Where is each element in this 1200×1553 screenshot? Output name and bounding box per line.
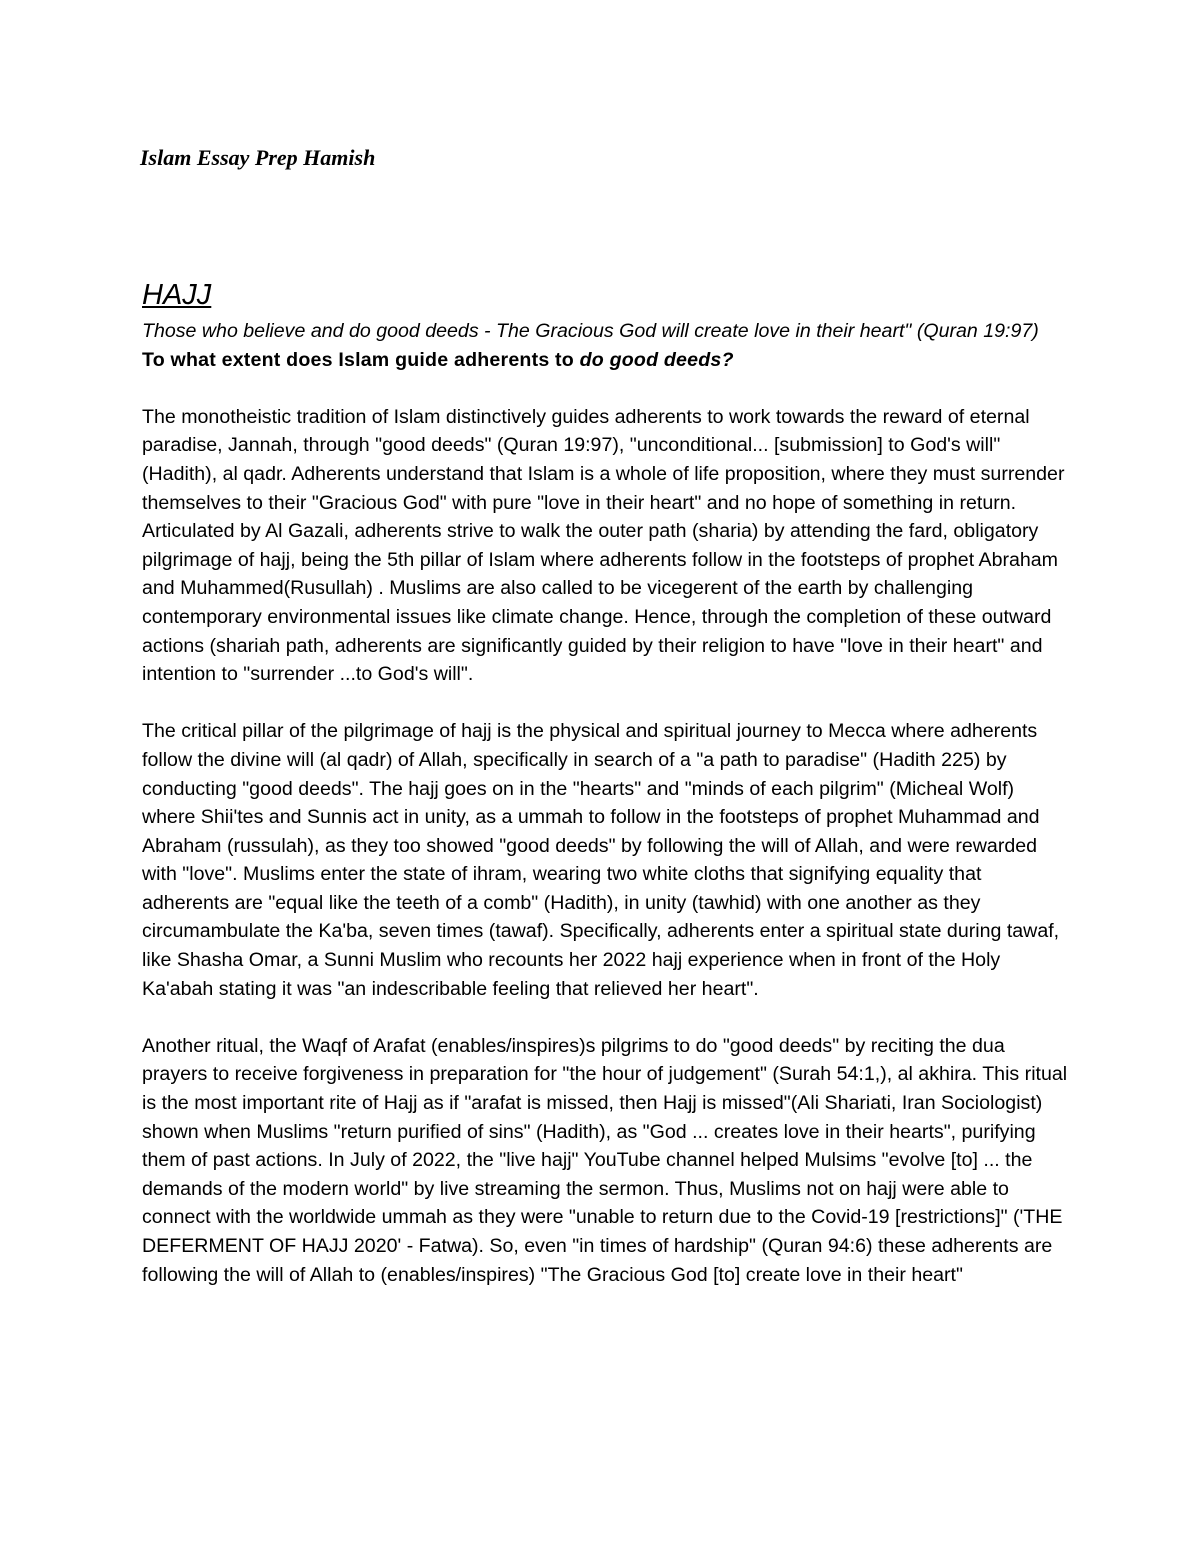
paragraph-introduction: The monotheistic tradition of Islam distinctively guides adherents to work towards the reward of eternal paradise, Jannah, through "good deeds" (Quran 19:97), "unconditional... [submission] to God's will" (Hadith), al qadr. Adherents understand that Islam is a whole of life proposition, where they must surrender themselves to their "Gracious God" with pure "love in their heart" and no hope of something in return. Articulated by Al Gazali, adherents strive to walk the outer path (sharia) by attending the fard, obligatory pilgrimage of hajj, being the 5th pillar of Islam where adherents follow in the footsteps of prophet Abraham and Muhammed(Rusullah) . Muslims are also called to be vicegerent of the earth by challenging contemporary environmental issues like climate change. Hence, through the completion of these outward actions (shariah path, adherents are significantly guided by their religion to have "love in their heart" and intention to "surrender ...to God's will". [142, 405, 1065, 686]
essay-question-prefix: To what extent does Islam guide adherents to [142, 348, 580, 371]
document-title: Islam Essay Prep Hamish [140, 145, 376, 170]
document-body [142, 275, 1072, 1289]
section-heading: HAJJ [142, 279, 212, 311]
essay-question-emphasis: do good deeds? [579, 348, 734, 371]
essay-question [142, 346, 1072, 375]
paragraph-arafat: Another ritual, the Waqf of Arafat (enables/inspires)s pilgrims to do "good deeds" by reciting the dua prayers to receive forgiveness in preparation for "the hour of judgement" (Surah 54:1,), al akhira. This ritual is the most important rite of Hajj as if "arafat is missed, then Hajj is missed"(Ali Shariati, Iran Sociologist) shown when Muslims "return purified of sins" (Hadith), as "God ... creates love in their hearts", purifying them of past actions. In July of 2022, the "live hajj" YouTube channel helped Mulsims "evolve [to] ... the demands of the modern world" by live streaming the sermon. Thus, Muslims not on hajj were able to connect with the worldwide ummah as they were "unable to return due to the Covid-19 [restrictions]" ('THE DEFERMENT OF HAJJ 2020' - Fatwa). So, even "in times of hardship" (Quran 94:6) these adherents are following the will of Allah to (enables/inspires) "The Gracious God [to] create love in their heart" [142, 1034, 1068, 1286]
paragraph-pilgrimage: The critical pillar of the pilgrimage of hajj is the physical and spiritual journey to Mecca where adherents follow the divine will (al qadr) of Allah, specifically in search of a "a path to paradise" (Hadith 225) by conducting "good deeds". The hajj goes on in the "hearts" and "minds of each pilgrim" (Micheal Wolf) where Shii'tes and Sunnis act in unity, as a ummah to follow in the footsteps of prophet Muhammad and Abraham (russulah), as they too showed "good deeds" by following the will of Allah, and were rewarded with "love". Muslims enter the state of ihram, wearing two white cloths that signifying equality that adherents are "equal like the teeth of a comb" (Hadith), in unity (tawhid) with one another as they circumambulate the Ka'ba, seven times (tawaf). Specifically, adherents enter a spiritual state during tawaf, like Shasha Omar, a Sunni Muslim who recounts her 2022 hajj experience when in front of the Holy Ka'abah stating it was "an indescribable feeling that relieved her heart". [142, 720, 1060, 1000]
quran-quote: Those who believe and do good deeds - The Gracious God will create love in their heart" (Quran 19:97) [142, 320, 1039, 342]
